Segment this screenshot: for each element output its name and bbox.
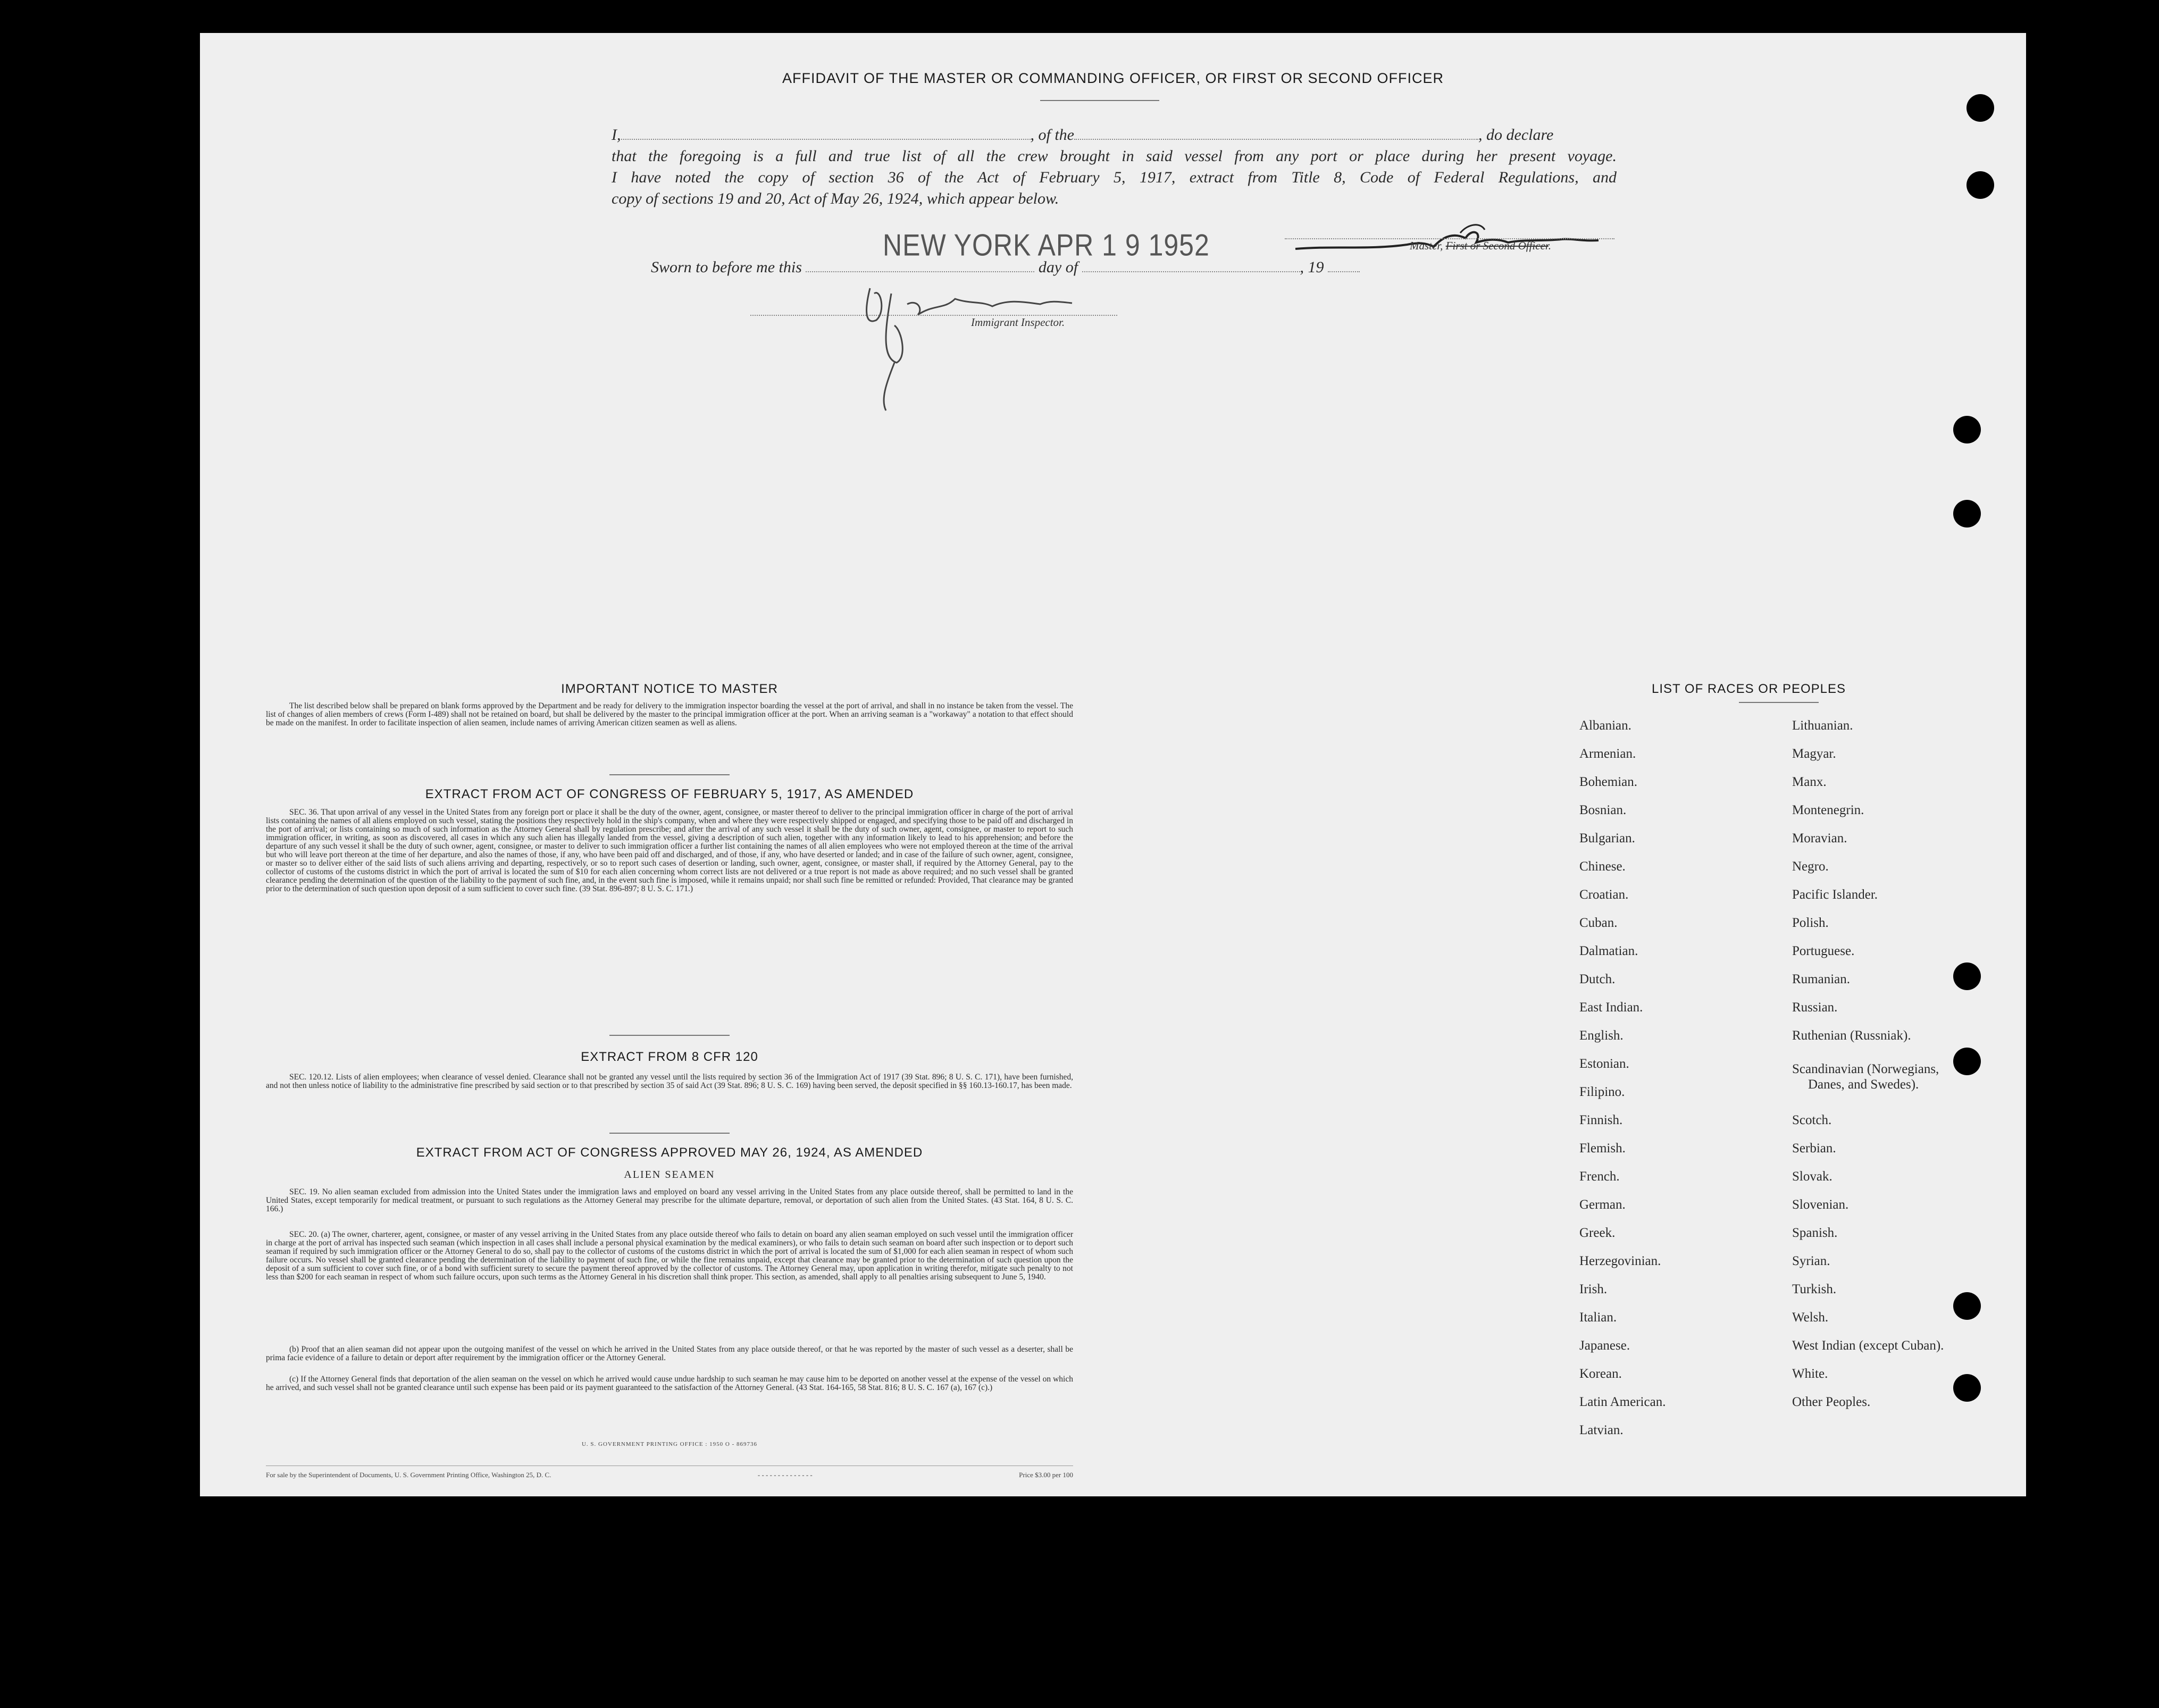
affidavit-title: AFFIDAVIT OF THE MASTER OR COMMANDING OFFICER, OR FIRST OR SECOND OFFICER (782, 70, 1444, 86)
race-item: Slovenian. (1792, 1198, 1849, 1212)
race-item: Finnish. (1579, 1113, 1623, 1127)
name-blank[interactable] (621, 139, 1031, 140)
master-signature (1285, 207, 1614, 266)
of-the-word: , of the (1030, 126, 1074, 144)
race-item: Serbian. (1792, 1141, 1836, 1156)
day-of-text: day of (1038, 258, 1078, 276)
divider (609, 1133, 730, 1134)
race-item: East Indian. (1579, 1000, 1643, 1015)
footer-sale-text: For sale by the Superintendent of Documents, U. S. Government Printing Office, Washington 25, D. C. (266, 1471, 551, 1479)
binder-hole (1966, 171, 1994, 199)
extract-8cfr-text: SEC. 120.12. Lists of alien employees; when clearance of vessel denied. Clearance shall not be granted any vessel until the lists required by section 36 of the Immigration Act of 1917 (39 Stat. 896; 8 U. S. C. 171), have been furnished, and not then unless notice of liability to the administrative fine prescribed by said section or to that prescribed by section 35 of said Act (39 Stat. 896; 8 U. S. C. 169) having been served, the deposit specified in §§ 160.13-160.17, has been made. (266, 1073, 1073, 1090)
form-sheet (200, 33, 2026, 1496)
race-item: Irish. (1579, 1282, 1608, 1296)
race-item: Korean. (1579, 1367, 1622, 1381)
race-item: Magyar. (1792, 747, 1836, 761)
extract-1917-title: EXTRACT FROM ACT OF CONGRESS OF FEBRUARY 5, 1917, AS AMENDED (425, 787, 914, 801)
race-item: Latin American. (1579, 1395, 1666, 1409)
sec-20b-text: (b) Proof that an alien seaman did not appear upon the outgoing manifest of the vessel on which he arrived in the United States from any place outside thereof, or that he was reported by the master of such vessel as a deserter, shall be prima facie evidence of a failure to detain or deport after requirement by the immigration officer or the Attorney General. (266, 1345, 1073, 1362)
inspector-signature (849, 267, 1125, 421)
race-item: Syrian. (1792, 1254, 1830, 1268)
race-item: Scandinavian (Norwegians, (1792, 1062, 1939, 1076)
race-item: Turkish. (1792, 1282, 1837, 1296)
footer-price: Price $3.00 per 100 (1019, 1471, 1073, 1479)
race-item: Welsh. (1792, 1310, 1829, 1325)
race-item: Other Peoples. (1792, 1395, 1871, 1409)
binder-hole (1953, 500, 1981, 528)
race-item: Albanian. (1579, 718, 1631, 733)
divider (609, 1035, 730, 1036)
extract-1917-text: SEC. 36. That upon arrival of any vessel in the United States from any foreign port or place it shall be the duty of the owner, agent, consignee, or master thereof to deliver to the principal immigration officer in charge of the port of arrival lists containing the names of all aliens employed on such vessel, stating the positions they respectively hold in the ship's company, when and where they were respectively shipped or engaged, and specifying those to be paid off and discharged in the port of arrival; or lists containing so much of such information as the Attorney General shall by regulation prescribe; and after the arrival of any such vessel it shall be the duty of such owner, agent, consignee, or master to report to such immigration officer, in writing, as soon as discovered, all cases in which any such alien has illegally landed from the vessel, giving a description of such alien, together with any information likely to lead to his apprehension; and before the departure of any such vessel it shall be the duty of such owner, agent, consignee, or master to deliver to such immigration officer a further list containing the names of all alien employees who were not employed thereon at the time of the arrival but who will leave port thereon at the time of her departure, and also the names of those, if any, who have been paid off and discharged, and of those, if any, who have deserted or landed; and in case of the failure of such owner, agent, consignee, or master so to deliver either of the said lists of such aliens arriving and departing, respectively, or so to report such cases of desertion or landing, such owner, agent, consignee, or master shall, if required by the Attorney General, pay to the collector of customs of the customs district in which the port of arrival is located the sum of $10 for each alien concerning whom correct lists are not delivered or a true report is not made as above required; and no such vessel shall be granted clearance pending the determination of the question of the liability to the payment of such fine, and, in the event such fine is imposed, while it remains unpaid; nor shall such fine be remitted or refunded: Provided, That clearance may be granted prior to the determination of such question upon deposit of a sum sufficient to cover such fine. (39 Stat. 896-897; 8 U. S. C. 171.) (266, 808, 1073, 893)
footer-dashes: - - - - - - - - - - - - - - (757, 1471, 813, 1479)
notice-title: IMPORTANT NOTICE TO MASTER (561, 682, 778, 696)
race-item: Negro. (1792, 859, 1829, 874)
race-item: Croatian. (1579, 888, 1629, 902)
races-list (1378, 681, 1963, 1478)
race-item: Herzegovinian. (1579, 1254, 1661, 1268)
race-item: Moravian. (1792, 831, 1847, 845)
race-item: Dalmatian. (1579, 944, 1638, 958)
race-item: Cuban. (1579, 916, 1618, 930)
footer (266, 1471, 1073, 1479)
vessel-blank[interactable] (1074, 139, 1478, 140)
race-item: Pacific Islander. (1792, 888, 1878, 902)
master-caption: Master, First or Second Officer. (1410, 239, 1551, 252)
date-stamp: NEW YORK APR 1 9 1952 (883, 228, 1210, 263)
race-item: Russian. (1792, 1000, 1838, 1015)
race-item: Manx. (1792, 775, 1827, 789)
race-item: Bohemian. (1579, 775, 1638, 789)
race-item: Polish. (1792, 916, 1829, 930)
binder-hole (1966, 94, 1994, 122)
notices-column (266, 681, 1073, 1478)
title-rule (1040, 100, 1159, 101)
race-item: Portuguese. (1792, 944, 1855, 958)
race-item: Lithuanian. (1792, 718, 1853, 733)
race-item: French. (1579, 1169, 1620, 1184)
gpo-imprint: U. S. GOVERNMENT PRINTING OFFICE : 1950 O - 869736 (581, 1441, 757, 1447)
declaration-line-1 (612, 124, 1617, 146)
notice-text: The list described below shall be prepared on blank forms approved by the Department and be ready for delivery to the immigration inspector boarding the vessel at the port of arrival, and shall in no instance be taken from the vessel. The list of changes of alien members of crews (Form I-489) shall not be retained on board, but shall be delivered by the master to the principal immigration officer at the port. When an arriving seaman is a "workaway" a notation to that effect should be made on the manifest. In order to facilitate inspection of alien seamen, include names of arriving American citizen seamen as well as aliens. (266, 701, 1073, 727)
race-item: Ruthenian (Russniak). (1792, 1028, 1911, 1043)
race-item: German. (1579, 1198, 1626, 1212)
races-title-rule (1739, 702, 1819, 703)
do-declare-word: , do declare (1478, 126, 1554, 144)
race-item: Greek. (1579, 1226, 1616, 1240)
sworn-text: Sworn to before me this (651, 258, 802, 276)
sec-20c-text: (c) If the Attorney General finds that deportation of the alien seaman on the vessel on which he arrived would cause undue hardship to such seaman he may cause him to be deported on another vessel at the expense of the vessel on which he arrived, and such vessel shall not be granted clearance until such expense has been paid or its payment guaranteed to the satisfaction of the Attorney General. (43 Stat. 164-165, 58 Stat. 816; 8 U. S. C. 167 (a), 167 (c).) (266, 1375, 1073, 1392)
race-item: Montenegrin. (1792, 803, 1864, 817)
race-item: English. (1579, 1028, 1624, 1043)
race-item: Japanese. (1579, 1338, 1630, 1353)
race-item: Dutch. (1579, 972, 1616, 986)
race-item: Latvian. (1579, 1423, 1624, 1437)
declaration-line-2: that the foregoing is a full and true list of all the crew brought in said vessel from any port or place during her present voyage. (612, 147, 1617, 165)
race-item: White. (1792, 1367, 1828, 1381)
race-item: Bosnian. (1579, 803, 1627, 817)
i-word: I, (612, 126, 621, 144)
race-item: Armenian. (1579, 747, 1636, 761)
extract-8cfr-title: EXTRACT FROM 8 CFR 120 (581, 1050, 758, 1064)
sec-19-text: SEC. 19. No alien seaman excluded from admission into the United States under the immigration laws and employed on board any vessel arriving in the United States from any place outside thereof, shall be permitted to land in the United States, except temporarily for medical treatment, or pursuant to such regulations as the Attorney General may prescribe for the ultimate departure, removal, or deportation of such alien from the United States. (43 Stat. 164, 8 U. S. C. 166.) (266, 1187, 1073, 1213)
declaration-line-3: I have noted the copy of section 36 of the Act of February 5, 1917, extract from Title 8, Code of Federal Regulations, and (612, 169, 1617, 186)
race-item: Rumanian. (1792, 972, 1851, 986)
race-item: Flemish. (1579, 1141, 1626, 1156)
race-item: Chinese. (1579, 859, 1626, 874)
race-item: Bulgarian. (1579, 831, 1635, 845)
race-item: Estonian. (1579, 1057, 1629, 1071)
race-item: Spanish. (1792, 1226, 1838, 1240)
extract-1924-title: EXTRACT FROM ACT OF CONGRESS APPROVED MAY 26, 1924, AS AMENDED (416, 1145, 923, 1160)
inspector-caption: Immigrant Inspector. (971, 316, 1065, 329)
divider (609, 774, 730, 775)
declaration-text (612, 124, 1617, 210)
race-item: Italian. (1579, 1310, 1617, 1325)
declaration-line-4: copy of sections 19 and 20, Act of May 26, 1924, which appear below. (612, 190, 1059, 207)
alien-seamen-subtitle: ALIEN SEAMEN (624, 1169, 715, 1180)
binder-hole (1953, 416, 1981, 443)
race-item: Filipino. (1579, 1085, 1625, 1099)
race-item: Scotch. (1792, 1113, 1832, 1127)
sec-20a-text: SEC. 20. (a) The owner, charterer, agent, consignee, or master of any vessel arriving in the United States from any place outside thereof who fails to detain on board any alien seaman employed on such vessel until the immigration officer in charge at the port of arrival has inspected such seaman (which inspection in all cases shall include a personal physical examination by the medical examiners), or who fails to detain such seaman on board after such inspection or to deport such seaman if required by such immigration officer or the Attorney General to do so, shall pay to the collector of customs of the customs district in which the port of arrival is located the sum of $1,000 for each alien seaman in respect of whom such failure occurs. No vessel shall be granted clearance pending the determination of the liability to payment of such fine, or while the fine remains unpaid, except that clearance may be granted prior to the determination of such question upon the deposit of a sum sufficient to cover such fine, or of a bond with sufficient surety to secure the payment thereof approved by the collector of customs. The Attorney General may, upon application in writing therefor, mitigate such penalty to not less than $200 for each seaman in respect of whom such failure occurs, upon such terms as the Attorney General in his discretion shall think proper. This section, as amended, shall apply to all penalties arising subsequent to June 5, 1940. (266, 1230, 1073, 1282)
race-item: Danes, and Swedes). (1808, 1077, 1919, 1092)
race-item: Slovak. (1792, 1169, 1832, 1184)
year-text: , 19 (1300, 258, 1324, 276)
races-title: LIST OF RACES OR PEOPLES (1652, 682, 1846, 696)
race-item: West Indian (except Cuban). (1792, 1338, 1944, 1353)
sworn-year-blank[interactable] (1328, 271, 1360, 272)
